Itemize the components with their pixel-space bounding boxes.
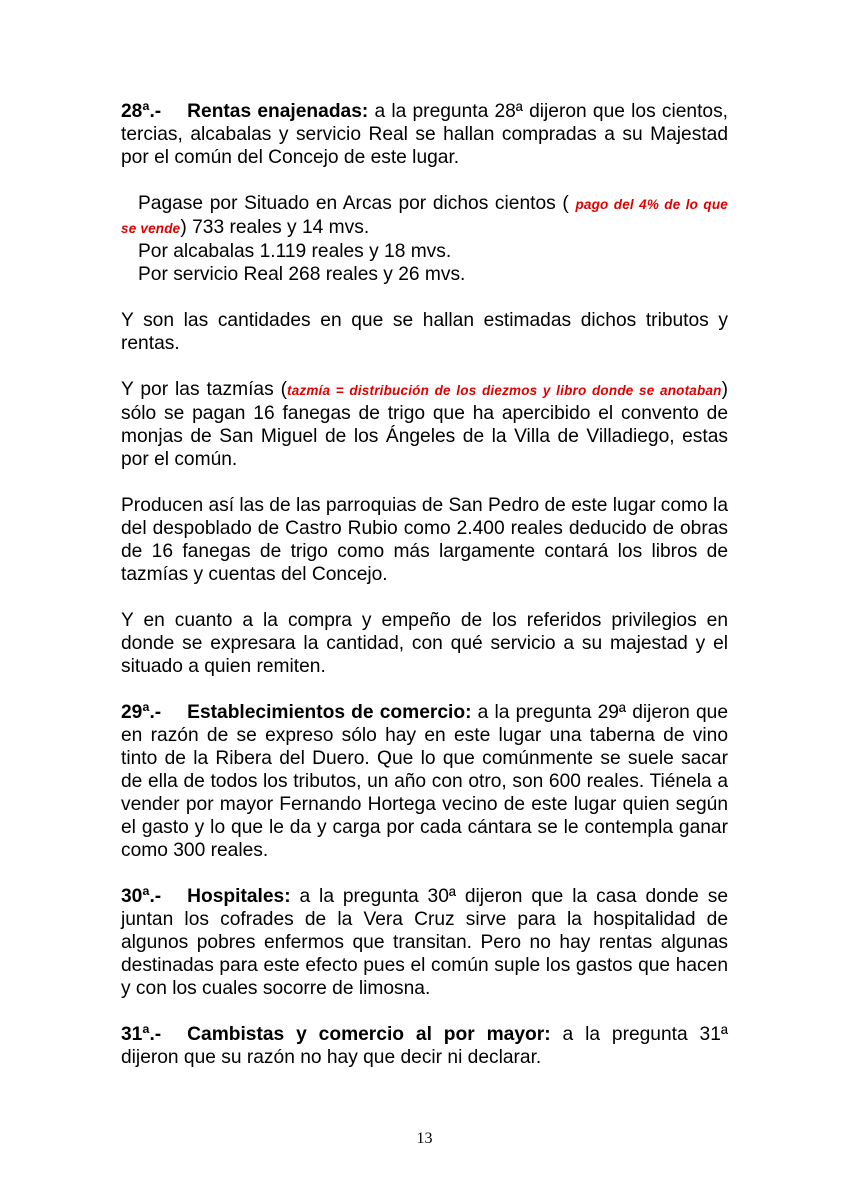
tazmias-text-b: ) sólo se pagan 16 fanegas de trigo que ha apercibido el convento de monjas de San Miguel de los Ángeles de la Villa de Villadiego, estas por el común.	[121, 379, 728, 470]
situado-text-a: Pagase por Situado en Arcas por dichos cientos (	[138, 193, 569, 214]
tazmias-note: tazmía = distribución de los diezmos y libro donde se anotaban	[287, 383, 722, 398]
situado-text-b: ) 733 reales y 14 mvs.	[180, 217, 370, 238]
situado-note: pago del 4% de lo que se vende	[121, 197, 728, 236]
page-number: 13	[416, 1130, 433, 1147]
section-29-paragraph	[121, 701, 728, 862]
section-30-heading: Hospitales:	[187, 886, 291, 907]
section-29-number: 29ª.-	[121, 702, 162, 723]
section-28-heading: Rentas enajenadas:	[187, 101, 369, 122]
tazmias-paragraph	[121, 378, 728, 471]
section-28-number: 28ª.-	[121, 101, 162, 122]
producen-paragraph: Producen así las de las parroquias de San Pedro de este lugar como la del despoblado de Castro Rubio como 2.400 reales deducido de obras de 16 fanegas de trigo como más largamente contará los libros de tazmías y cuentas del Concejo.	[121, 495, 728, 585]
section-29-heading: Establecimientos de comercio:	[187, 702, 472, 723]
section-31-heading: Cambistas y comercio al por mayor:	[187, 1024, 551, 1045]
section-28-paragraph	[121, 100, 728, 169]
section-29-text: a la pregunta 29ª dijeron que en razón de se expreso sólo hay en este lugar una taberna de vino tinto de la Ribera del Duero. Que lo que comúnmente se suele sacar de ella de todos los tributos, un año con otro, son 600 reales. Tiénela a vender por mayor Fernando Hortega vecino de este lugar quien según el gasto y lo que le da y carga por cada cántara se le contempla ganar como 300 reales.	[121, 702, 728, 861]
section-30-number: 30ª.-	[121, 886, 162, 907]
tazmias-text-a: Y por las tazmías (	[121, 379, 287, 400]
servicio-line: Por servicio Real 268 reales y 26 mvs.	[138, 264, 466, 285]
section-28-text: a la pregunta 28ª dijeron que los cientos, tercias, alcabalas y servicio Real se hallan compradas a su Majestad por el común del Concejo de este lugar.	[121, 101, 728, 168]
alcabalas-line: Por alcabalas 1.119 reales y 18 mvs.	[138, 241, 452, 262]
section-31-number: 31ª.-	[121, 1024, 162, 1045]
section-31-text: a la pregunta 31ª dijeron que su razón no hay que decir ni declarar.	[121, 1024, 728, 1068]
section-30-paragraph	[121, 885, 728, 1000]
compra-paragraph: Y en cuanto a la compra y empeño de los referidos privilegios en donde se expresara la cantidad, con qué servicio a su majestad y el situado a quien remiten.	[121, 610, 728, 677]
section-31-paragraph	[121, 1023, 728, 1069]
situado-paragraph	[121, 192, 728, 240]
estimadas-paragraph: Y son las cantidades en que se hallan estimadas dichos tributos y rentas.	[121, 310, 728, 354]
document-body	[121, 100, 728, 1092]
section-30-text: a la pregunta 30ª dijeron que la casa donde se juntan los cofrades de la Vera Cruz sirve para la hospitalidad de algunos pobres enfermos que transitan. Pero no hay rentas algunas destinadas para este efecto pues el común suple los gastos que hacen y con los cuales socorre de limosna.	[121, 886, 728, 999]
